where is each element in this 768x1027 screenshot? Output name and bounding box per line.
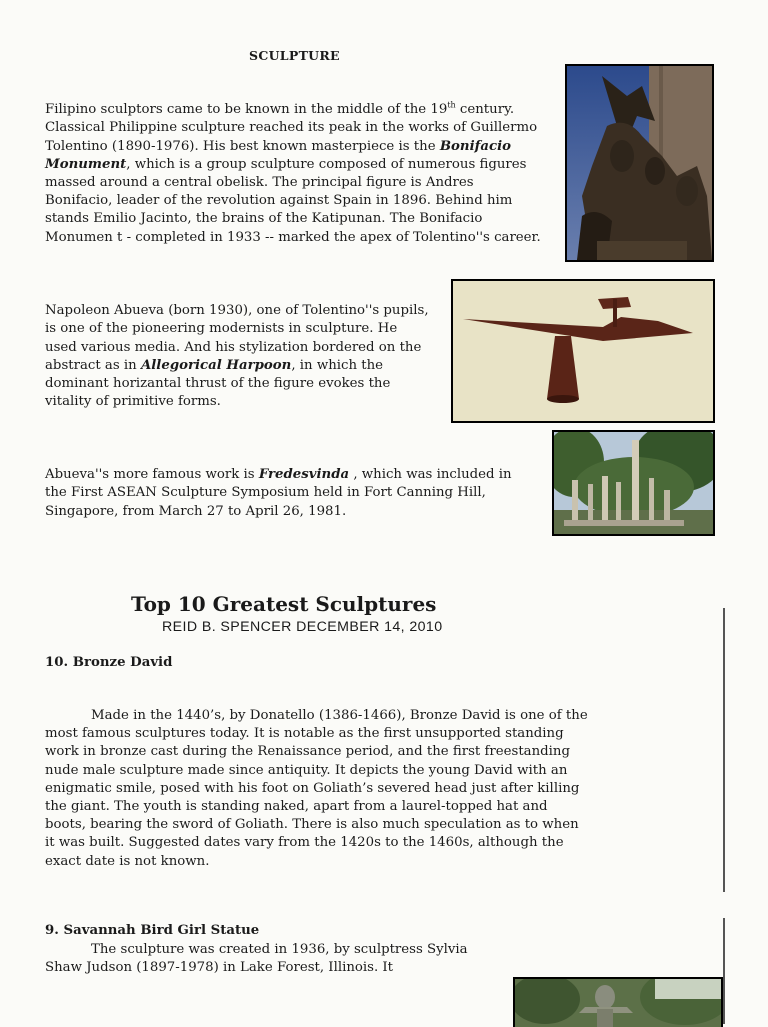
allegorical-harpoon-photo <box>451 279 715 423</box>
heading-bronze-david: 10. Bronze David <box>45 655 173 670</box>
emphasis-fredesvinda: Fredesvinda <box>258 467 350 483</box>
superscript: th <box>447 100 456 110</box>
text-span: , which was included in the First ASEAN Sculpture Symposium held in Fort Canning Hill, Singapore, from March 27 to April 26, 1981. <box>45 467 512 519</box>
heading-savannah-bird-girl: 9. Savannah Bird Girl Statue <box>45 923 260 938</box>
fredesvinda-image <box>554 432 713 534</box>
text-span: century. Classical Philippine sculpture reached its peak in the works of Guillermo Tolentino (1890-1976). His best known masterpiece is the <box>45 102 538 154</box>
emphasis-bonifacio-monument: Bonifacio Monument <box>45 138 511 172</box>
text-span: , in which the dominant horizantal thrust of the figure evokes the vitality of primitive forms. <box>45 357 391 410</box>
paragraph-fredesvinda <box>45 448 535 521</box>
paragraph-savannah-bird-girl: The sculpture was created in 1936, by sculptress Sylvia Shaw Judson (1897-1978) in Lake Forest, Illinois. It <box>45 942 468 976</box>
paragraph-tolentino <box>45 83 543 247</box>
bonifacio-monument-image <box>567 66 712 260</box>
allegorical-harpoon-image <box>453 281 713 421</box>
fredesvinda-photo <box>552 430 715 536</box>
text-span: , which is a group sculpture composed of numerous figures massed around a central obelisk. The principal figure is Andres Bonifacio, leader of the revolution against Spain in 1896. Behind him stands Emilio Jacinto, the brains of the Katipunan. The Bonifacio Monumen t - completed in 1933 -- marked the apex of Tolentino''s career. <box>45 156 541 245</box>
emphasis-allegorical-harpoon: Allegorical Harpoon <box>140 357 292 373</box>
text-span: Napoleon Abueva (born 1930), one of Tolentino''s pupils, is one of the pioneering modernists in sculpture. He used various media. And his stylization bordered on the abstract as in <box>45 303 429 373</box>
text-span: Abueva''s more famous work is <box>45 467 259 483</box>
bird-girl-photo <box>513 977 723 1027</box>
byline: REID B. SPENCER DECEMBER 14, 2010 <box>162 619 443 635</box>
text-span: Filipino sculptors came to be known in the middle of the 19 <box>45 102 448 118</box>
bonifacio-monument-photo <box>565 64 714 262</box>
margin-rule <box>723 918 725 1024</box>
paragraph-abueva <box>45 284 429 411</box>
page-title-top-10: Top 10 Greatest Sculptures <box>131 592 437 616</box>
bird-girl-image <box>515 979 721 1027</box>
paragraph-bronze-david: Made in the 1440’s, by Donatello (1386-1466), Bronze David is one of the most famous sculptures today. It is notable as the first unsupported standing work in bronze cast during the Renaissance period, and the first freestanding nude male sculpture made since antiquity. It depicts the young David with an enigmatic smile, posed with his foot on Goliath’s severed head just after killing the giant. The youth is standing naked, apart from a laurel-topped hat and boots, bearing the sword of Goliath. There is also much speculation as to when it was built. Suggested dates vary from the 1420s to the 1460s, although the exact date is not known. <box>45 708 588 869</box>
section-title-sculpture: SCULPTURE <box>249 48 340 63</box>
margin-rule <box>723 608 725 892</box>
